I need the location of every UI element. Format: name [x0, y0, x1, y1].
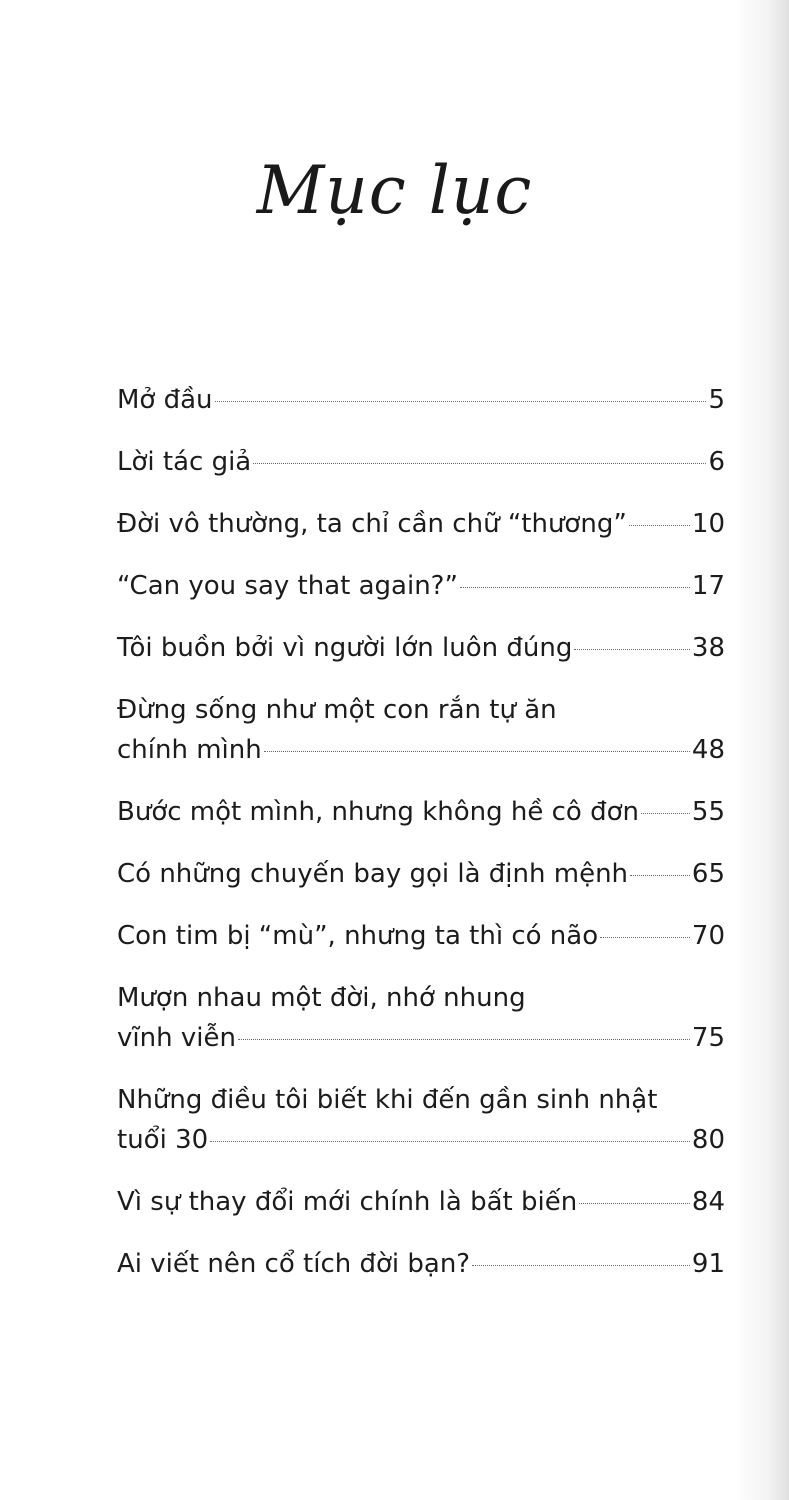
toc-entry-label: Lời tác giả [117, 447, 252, 477]
toc-entry-label: Vì sự thay đổi mới chính là bất biến [117, 1187, 578, 1217]
toc-entry-ai-viet [117, 1244, 725, 1284]
toc-entry-toi-buon [117, 628, 725, 668]
toc-entry-page: 91 [691, 1249, 725, 1279]
dot-leader [629, 525, 690, 526]
toc-entry-chuyen-bay [117, 854, 725, 894]
toc-entry-page: 38 [691, 633, 725, 663]
dot-leader [641, 813, 690, 814]
toc-entry-label: Tôi buồn bởi vì người lớn luôn đúng [117, 633, 573, 663]
toc-entry-page: 70 [691, 921, 725, 951]
page-title: Mục lục [256, 152, 533, 229]
toc-entry-label: Ai viết nên cổ tích đời bạn? [117, 1249, 471, 1279]
toc-entry-page: 10 [691, 509, 725, 539]
toc-entry-page: 48 [691, 735, 725, 765]
dot-leader [215, 401, 707, 402]
toc-entry-label: Có những chuyến bay gọi là định mệnh [117, 859, 629, 889]
toc-entry-doi-vo-thuong [117, 504, 725, 544]
toc-entry-page: 65 [691, 859, 725, 889]
toc-entry-page: 17 [691, 571, 725, 601]
dot-leader [600, 937, 690, 938]
toc-entry-can-you-say-that-again [117, 566, 725, 606]
toc-entry-label: Đời vô thường, ta chỉ cần chữ “thương” [117, 509, 627, 539]
toc-entry-con-tim [117, 916, 725, 956]
toc-entry-page: 6 [708, 447, 725, 477]
toc-entry-buoc-mot-minh [117, 792, 725, 832]
toc-entry-label-line1: Mượn nhau một đời, nhớ nhung [117, 983, 526, 1013]
dot-leader [460, 587, 690, 588]
dot-leader [253, 463, 706, 464]
toc-entry-muon-nhau [117, 978, 725, 1058]
toc-entry-page: 84 [691, 1187, 725, 1217]
toc-entry-dung-song [117, 690, 725, 770]
dot-leader [630, 875, 690, 876]
toc-entry-page: 80 [691, 1125, 725, 1155]
table-of-contents [117, 380, 725, 1306]
toc-entry-label: vĩnh viễn [117, 1023, 236, 1053]
dot-leader [574, 649, 690, 650]
toc-entry-label: Con tim bị “mù”, nhưng ta thì có não [117, 921, 599, 951]
toc-entry-label: chính mình [117, 735, 262, 765]
toc-entry-page: 5 [708, 385, 725, 415]
toc-entry-label: Mở đầu [117, 385, 213, 415]
toc-entry-label: Bước một mình, nhưng không hề cô đơn [117, 797, 639, 827]
toc-entry-label: tuổi 30 [117, 1125, 209, 1155]
toc-entry-label-line1: Đừng sống như một con rắn tự ăn [117, 695, 557, 725]
toc-entry-page: 75 [691, 1023, 725, 1053]
toc-entry-label-line1: Những điều tôi biết khi đến gần sinh nhật [117, 1085, 658, 1115]
dot-leader [238, 1039, 690, 1040]
toc-entry-loi-tac-gia [117, 442, 725, 482]
toc-entry-mo-dau [117, 380, 725, 420]
toc-entry-label: “Can you say that again?” [117, 571, 458, 601]
dot-leader [264, 751, 690, 752]
toc-entry-vi-su-thay-doi [117, 1182, 725, 1222]
dot-leader [579, 1203, 690, 1204]
toc-entry-page: 55 [691, 797, 725, 827]
dot-leader [210, 1141, 690, 1142]
toc-entry-nhung-dieu [117, 1080, 725, 1160]
dot-leader [472, 1265, 690, 1266]
